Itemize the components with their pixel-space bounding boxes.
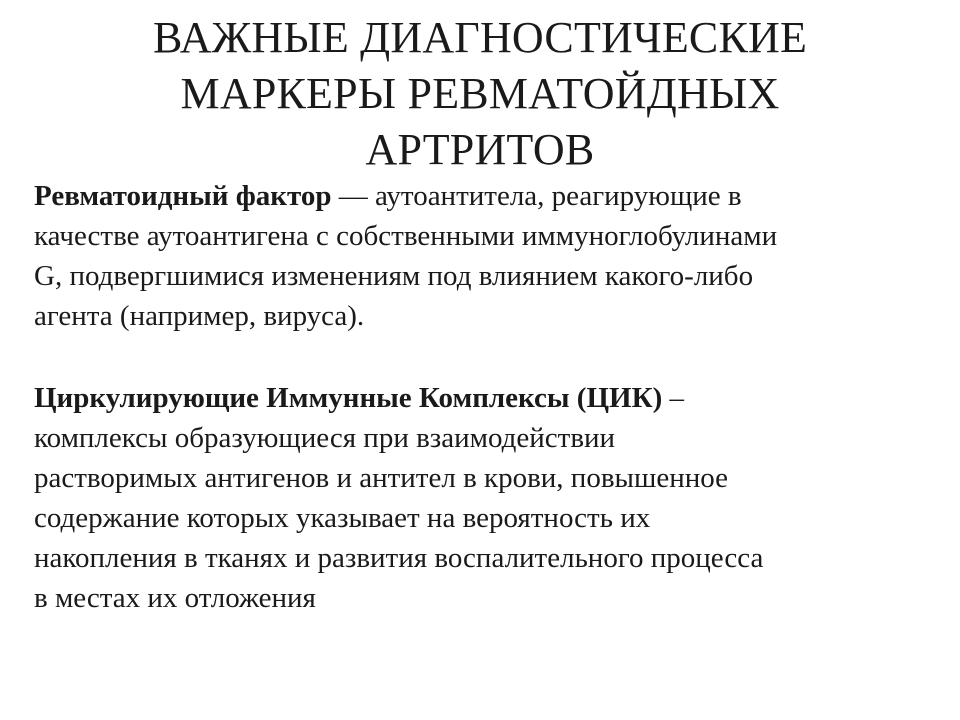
- slide-content: [34, 176, 934, 618]
- paragraph-rheumatoid-factor: [34, 176, 934, 336]
- paragraph-line: содержание которых указывает на вероятность их: [34, 502, 651, 534]
- paragraph-line: G, подвергшимися изменениям под влиянием какого-либо: [34, 260, 754, 292]
- term-immune-complexes: Циркулирующие Иммунные Комплексы (ЦИК): [34, 382, 663, 414]
- paragraph-line: в местах их отложения: [34, 582, 316, 614]
- title-line: МАРКЕРЫ РЕВМАТОЙДНЫХ: [180, 69, 780, 118]
- definition-start: — аутоантитела, реагирующие в: [331, 180, 742, 212]
- paragraph-line: растворимых антигенов и антител в крови, повышенное: [34, 462, 728, 494]
- paragraph-line: агента (например, вируса).: [34, 300, 365, 332]
- paragraph-line: накопления в тканях и развития воспалительного процесса: [34, 542, 764, 574]
- paragraph-first-line: [34, 378, 934, 418]
- term-rheumatoid-factor: Ревматоидный фактор: [34, 180, 332, 212]
- definition-start: –: [662, 382, 685, 414]
- paragraph-line: качестве аутоантигена с собственными иммуноглобулинами: [34, 220, 778, 252]
- paragraph-immune-complexes: [34, 378, 934, 618]
- paragraph-first-line: [34, 176, 934, 216]
- title-line: АРТРИТОВ: [365, 125, 595, 174]
- slide-title: [60, 10, 900, 178]
- title-line: ВАЖНЫЕ ДИАГНОСТИЧЕСКИЕ: [152, 13, 808, 62]
- paragraph-line: комплексы образующиеся при взаимодействии: [34, 422, 616, 454]
